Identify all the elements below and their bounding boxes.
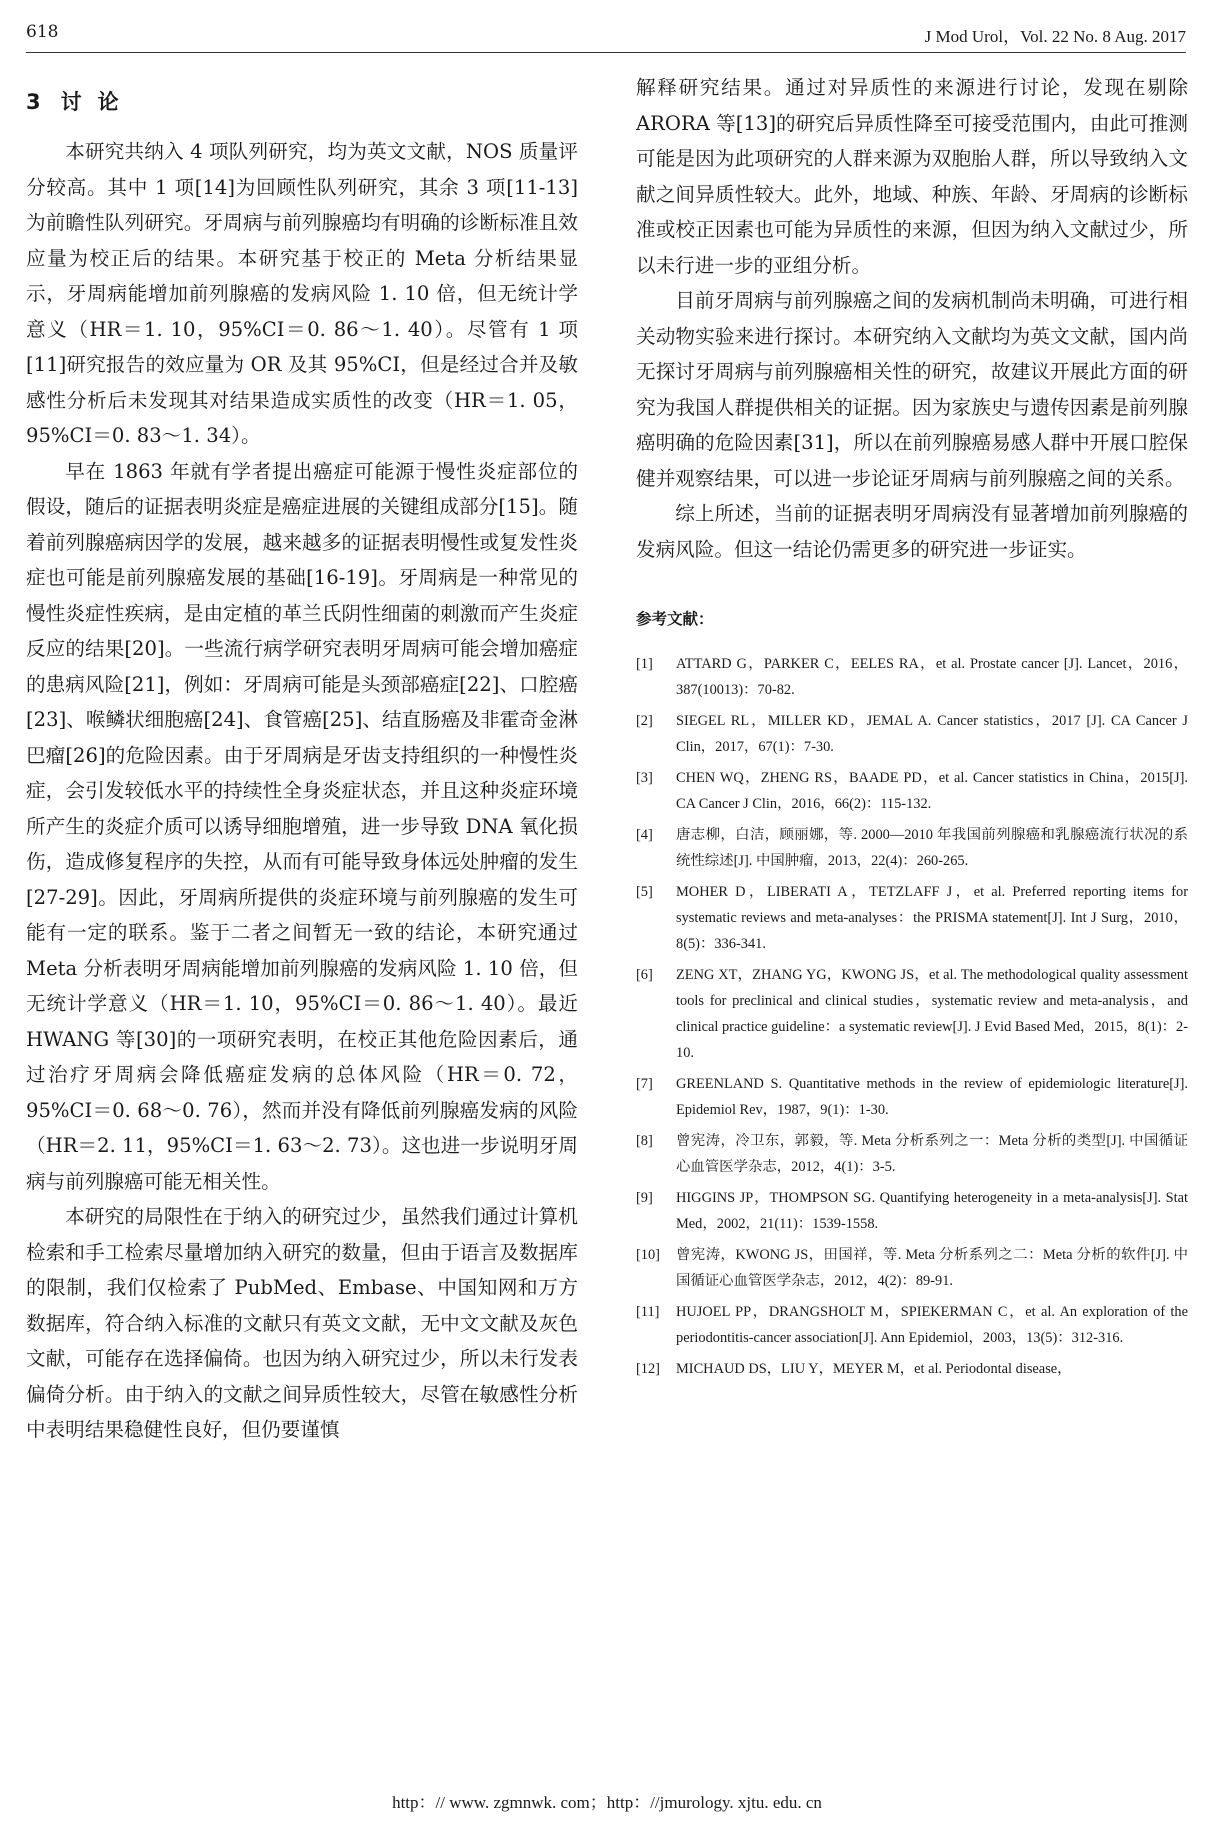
body-paragraph: 本研究的局限性在于纳入的研究过少，虽然我们通过计算机检索和手工检索尽量增加纳入研究的数量，但由于语言及数据库的限制，我们仅检索了 PubMed、Embase、中国知网和万方数据库，符合纳入标准的文献只有英文文献，无中文文献及灰色文献，可能存在选择偏倚。也因为纳入研究过少，所以未行发表偏倚分析。由于纳入的文献之间异质性较大，尽管在敏感性分析中表明结果稳健性良好，但仍要谨慎 <box>26 1205 578 1441</box>
reference-text: 曾宪涛，冷卫东，郭毅，等. Meta 分析系列之一：Meta 分析的类型[J]. 中国循证心血管医学杂志，2012，4(1)：3-5. <box>676 1133 1188 1175</box>
reference-number: [8] <box>636 1133 653 1149</box>
section-number: 3 <box>26 90 41 114</box>
reference-item <box>636 651 1188 703</box>
reference-item <box>636 1128 1188 1180</box>
page-footer: http：// www. zgmnwk. com；http：//jmurology. xjtu. edu. cn <box>392 1793 822 1812</box>
reference-item <box>636 1299 1188 1351</box>
header-rule <box>26 52 1186 53</box>
reference-item <box>636 1185 1188 1237</box>
reference-number: [1] <box>636 656 653 672</box>
reference-number: [9] <box>636 1190 653 1206</box>
reference-number: [7] <box>636 1076 653 1092</box>
reference-text: 唐志柳，白洁，顾丽娜，等. 2000—2010 年我国前列腺癌和乳腺癌流行状况的系统性综述[J]. 中国肿瘤，2013，22(4)：260-265. <box>676 827 1188 869</box>
reference-number: [11] <box>636 1304 660 1320</box>
reference-number: [4] <box>636 827 653 843</box>
body-paragraph: 本研究共纳入 4 项队列研究，均为英文文献，NOS 质量评分较高。其中 1 项[14]为回顾性队列研究，其余 3 项[11-13]为前瞻性队列研究。牙周病与前列腺癌均有明确的诊断标准且效应量为校正后的结果。本研究基于校正的 Meta 分析结果显示，牙周病能增加前列腺癌的发病风险 1. 10 倍，但无统计学意义（HR＝1. 10，95%CI＝0. 86～1. 40）。尽管有 1 项[11]研究报告的效应量为 OR 及其 95%CI，但是经过合并及敏感性分析后未发现其对结果造成实质性的改变（HR＝1. 05，95%CI＝0. 83～1. 34）。 <box>26 140 578 447</box>
journal-citation: J Mod Urol，Vol. 22 No. 8 Aug. 2017 <box>924 27 1186 46</box>
reference-item <box>636 822 1188 874</box>
reference-text: SIEGEL RL，MILLER KD，JEMAL A. Cancer statistics，2017 [J]. CA Cancer J Clin，2017，67(1)：7-30. <box>676 713 1188 755</box>
reference-item <box>636 1071 1188 1123</box>
reference-item <box>636 1356 1188 1382</box>
body-paragraph: 综上所述，当前的证据表明牙周病没有显著增加前列腺癌的发病风险。但这一结论仍需更多的研究进一步证实。 <box>636 502 1188 561</box>
reference-text: MICHAUD DS，LIU Y，MEYER M，et al. Periodontal disease， <box>676 1361 1072 1377</box>
left-column <box>26 84 578 1448</box>
right-column <box>636 70 1188 1387</box>
reference-list <box>636 651 1188 1382</box>
reference-number: [12] <box>636 1361 660 1377</box>
section-heading <box>26 84 578 120</box>
reference-item <box>636 708 1188 760</box>
reference-text: HIGGINS JP，THOMPSON SG. Quantifying heterogeneity in a meta-analysis[J]. Stat Med，2002，21(11)：1539-1558. <box>676 1190 1188 1232</box>
reference-number: [5] <box>636 884 653 900</box>
page-number: 618 <box>26 22 59 42</box>
reference-item <box>636 962 1188 1066</box>
reference-text: MOHER D，LIBERATI A，TETZLAFF J，et al. Preferred reporting items for systematic reviews and meta-analyses：the PRISMA statement[J]. Int J Surg，2010，8(5)：336-341. <box>676 884 1188 952</box>
reference-text: ZENG XT，ZHANG YG，KWONG JS，et al. The methodological quality assessment tools for preclinical and clinical studies，systematic review and meta-analysis，and clinical practice guideline：a systematic review[J]. J Evid Based Med，2015，8(1)：2-10. <box>676 967 1188 1061</box>
running-header <box>26 22 1186 48</box>
reference-text: GREENLAND S. Quantitative methods in the review of epidemiologic literature[J]. Epidemiol Rev，1987，9(1)：1-30. <box>676 1076 1188 1118</box>
reference-number: [10] <box>636 1247 660 1263</box>
reference-text: 曾宪涛，KWONG JS，田国祥，等. Meta 分析系列之二：Meta 分析的软件[J]. 中国循证心血管医学杂志，2012，4(2)：89-91. <box>676 1247 1188 1289</box>
reference-text: HUJOEL PP，DRANGSHOLT M，SPIEKERMAN C，et al. An exploration of the periodontitis-cancer association[J]. Ann Epidemiol，2003，13(5)：312-316. <box>676 1304 1188 1346</box>
reference-number: [3] <box>636 770 653 786</box>
reference-text: ATTARD G，PARKER C，EELES RA，et al. Prostate cancer [J]. Lancet，2016，387(10013)：70-82. <box>676 656 1188 698</box>
reference-number: [2] <box>636 713 653 729</box>
body-paragraph: 解释研究结果。通过对异质性的来源进行讨论，发现在剔除 ARORA 等[13]的研究后异质性降至可接受范围内，由此可推测可能是因为此项研究的人群来源为双胞胎人群，所以导致纳入文献之间异质性较大。此外，地域、种族、年龄、牙周病的诊断标准或校正因素也可能为异质性的来源，但因为纳入文献过少，所以未行进一步的亚组分析。 <box>636 76 1188 277</box>
section-title: 讨论 <box>60 90 135 114</box>
body-paragraph: 早在 1863 年就有学者提出癌症可能源于慢性炎症部位的假设，随后的证据表明炎症是癌症进展的关键组成部分[15]。随着前列腺癌病因学的发展，越来越多的证据表明慢性或复发性炎症也可能是前列腺癌发展的基础[16-19]。牙周病是一种常见的慢性炎症性疾病，是由定植的革兰氏阴性细菌的刺激而产生炎症反应的结果[20]。一些流行病学研究表明牙周病可能会增加癌症的患病风险[21]，例如：牙周病可能是头颈部癌症[22]、口腔癌[23]、喉鳞状细胞癌[24]、食管癌[25]、结直肠癌及非霍奇金淋巴瘤[26]的危险因素。由于牙周病是牙齿支持组织的一种慢性炎症，会引发较低水平的持续性全身炎症状态，并且这种炎症环境所产生的炎症介质可以诱导细胞增殖，进一步导致 DNA 氧化损伤，造成修复程序的失控，从而有可能导致身体远处肿瘤的发生[27-29]。因此，牙周病所提供的炎症环境与前列腺癌的发生可能有一定的联系。鉴于二者之间暂无一致的结论，本研究通过 Meta 分析表明牙周病能增加前列腺癌的发病风险 1. 10 倍，但无统计学意义（HR＝1. 10，95%CI＝0. 86～1. 40）。最近 HWANG 等[30]的一项研究表明，在校正其他危险因素后，通过治疗牙周病会降低癌症发病的总体风险（HR＝0. 72，95%CI＝0. 68～0. 76），然而并没有降低前列腺癌发病的风险（HR＝2. 11，95%CI＝1. 63～2. 73）。这也进一步说明牙周病与前列腺癌可能无相关性。 <box>26 459 578 1193</box>
reference-number: [6] <box>636 967 653 983</box>
body-paragraph: 目前牙周病与前列腺癌之间的发病机制尚未明确，可进行相关动物实验来进行探讨。本研究纳入文献均为英文文献，国内尚无探讨牙周病与前列腺癌相关性的研究，故建议开展此方面的研究为我国人群提供相关的证据。因为家族史与遗传因素是前列腺癌明确的危险因素[31]，所以在前列腺癌易感人群中开展口腔保健并观察结果，可以进一步论证牙周病与前列腺癌之间的关系。 <box>636 289 1188 490</box>
reference-item <box>636 1242 1188 1294</box>
reference-text: CHEN WQ，ZHENG RS，BAADE PD，et al. Cancer statistics in China，2015[J]. CA Cancer J Clin，2016，66(2)：115-132. <box>676 770 1188 812</box>
reference-item <box>636 765 1188 817</box>
references-heading: 参考文献： <box>636 610 714 628</box>
reference-item <box>636 879 1188 957</box>
